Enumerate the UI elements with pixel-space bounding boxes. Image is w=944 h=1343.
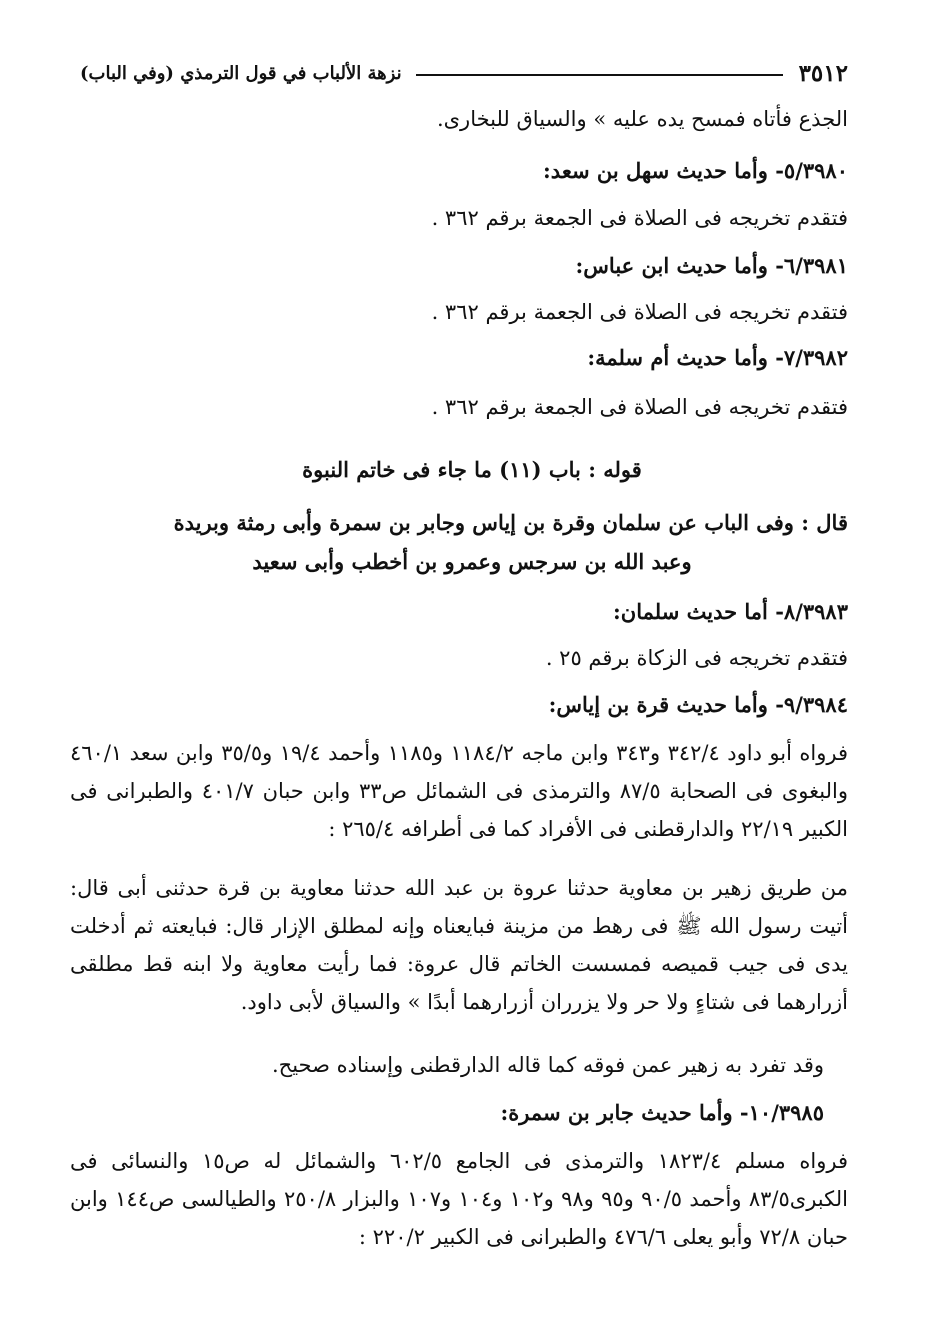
hadith-text-7: فتقدم تخريجه فى الصلاة فى الجمعة برقم ٣٦٢ . — [431, 395, 848, 419]
hadith-9-sources: فرواه أبو داود ٣٤٢/٤ و٣٤٣ وابن ماجه ١١٨٤/٢ و١١٨٥ وأحمد ١٩/٤ و٣٥/٥ وابن سعد ٤٦٠/١ والبغوى فى الصحابة ٨٧/٥ والترمذى فى الشمائل ص٣٣ وابن حبان ٤٠١/٧ والطبرانى فى الكبير ٢٢/١٩ والدارقطنى فى الأفراد كما فى أطرافه ٢٦٥/٤ : — [70, 741, 848, 841]
hadith-text-8: فتقدم تخريجه فى الزكاة برقم ٢٥ . — [545, 646, 848, 670]
chapter-title: قوله : باب (١١) ما جاء فى خاتم النبوة — [302, 457, 642, 482]
hadith-9-grading: وقد تفرد به زهير عمن فوقه كما قاله الدارقطنى وإسناده صحيح. — [271, 1053, 824, 1077]
hadith-heading-6: ٦/٣٩٨١- وأما حديث ابن عباس: — [575, 253, 848, 278]
hadith-10-sources: فرواه مسلم ١٨٢٣/٤ والترمذى فى الجامع ٦٠٢/٥ والشمائل له ص١٥ والنسائى فى الكبرى٨٣/٥ وأحمد ٩٠/٥ و٩٥ و٩٨ و١٠٢ و١٠٤ و١٠٧ والبزار ٢٥٠/٨ والطيالسى ص١٤٤ وابن حبان ٧٢/٨ وأبو يعلى ٤٧٦/٦ والطبرانى فى الكبير ٢٢٠/٢ : — [70, 1149, 848, 1249]
hadith-text-5: فتقدم تخريجه فى الصلاة فى الجمعة برقم ٣٦٢ . — [431, 206, 848, 230]
chapter-quote-line-1: قال : وفى الباب عن سلمان وقرة بن إياس وجابر بن سمرة وأبى رمثة وبريدة — [173, 510, 848, 535]
hadith-heading-9: ٩/٣٩٨٤- وأما حديث قرة بن إياس: — [548, 692, 848, 717]
chapter-quote-line-2: وعبد الله بن سرجس وعمرو بن أخطب وأبى سعيد — [252, 549, 692, 574]
hadith-heading-5: ٥/٣٩٨٠- وأما حديث سهل بن سعد: — [543, 158, 848, 183]
continuation-line: الجذع فأتاه فمسح يده عليه » والسياق للبخارى. — [436, 107, 848, 131]
page-number: ٣٥١٢ — [798, 59, 848, 87]
hadith-heading-10: ١٠/٣٩٨٥- وأما حديث جابر بن سمرة: — [500, 1100, 824, 1125]
running-header — [80, 56, 848, 90]
header-rule — [416, 74, 783, 76]
hadith-heading-8: ٨/٣٩٨٣- أما حديث سلمان: — [613, 599, 848, 624]
running-title: نزهة الألباب في قول الترمذي (وفي الباب) — [80, 62, 402, 84]
hadith-text-6: فتقدم تخريجه فى الصلاة فى الجعمة برقم ٣٦٢ . — [431, 300, 848, 324]
hadith-9-matn: من طريق زهير بن معاوية حدثنا عروة بن عبد الله حدثنا معاوية بن قرة حدثنى أبى قال: أتيت رسول الله ﷺ فى رهط من مزينة فبايعناه وإنه لمطلق الإزار قال: فبايعته ثم أدخلت يدى فى جيب قميصه فمسست الخاتم قال عروة: فما رأيت معاوية ولا ابنه قط مطلقى أزرارهما فى شتاءٍ ولا حر ولا يزرران أزرارهما أبدًا » والسياق لأبى داود. — [70, 876, 848, 1014]
hadith-heading-7: ٧/٣٩٨٢- وأما حديث أم سلمة: — [587, 345, 848, 370]
